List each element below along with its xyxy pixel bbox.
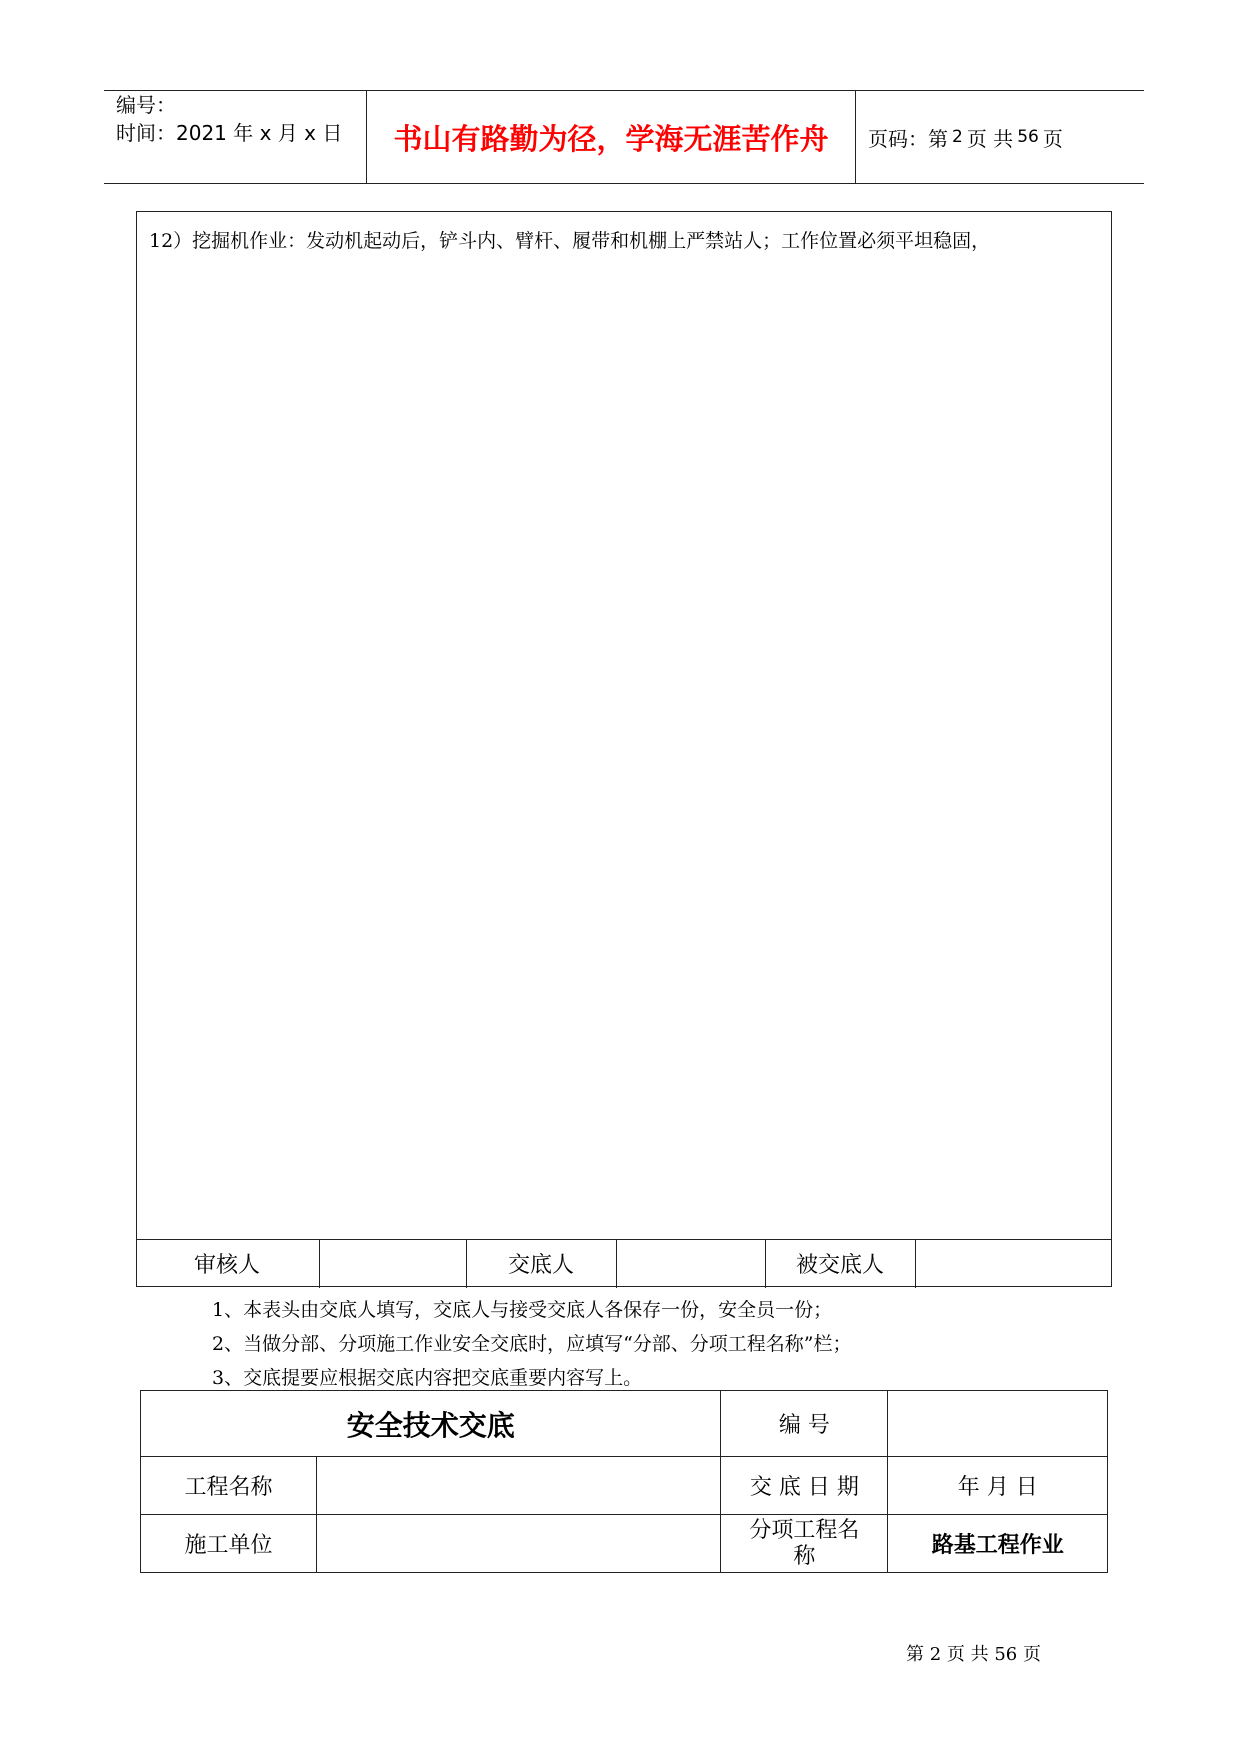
disclosure-text: 12）挖掘机作业：发动机起动后，铲斗内、臂杆、履带和机棚上严禁站人；工作位置必须平坦稳固， bbox=[149, 230, 991, 252]
header-left bbox=[104, 91, 366, 183]
signature-row bbox=[136, 1239, 1112, 1288]
page-total: 56 bbox=[1017, 127, 1039, 147]
disclosure-content-box bbox=[136, 211, 1112, 1287]
project-name-label: 工程名称 bbox=[141, 1457, 317, 1515]
reviewer-field[interactable] bbox=[320, 1240, 467, 1288]
note-item: 1、本表头由交底人填写，交底人与接受交底人各保存一份，安全员一份； bbox=[212, 1299, 833, 1321]
page-footer: 第 2 页 共 56 页 bbox=[906, 1644, 1041, 1665]
project-name-field[interactable] bbox=[317, 1457, 721, 1515]
number-field[interactable] bbox=[888, 1391, 1108, 1457]
date-value: 年 月 日 bbox=[888, 1457, 1108, 1515]
page-mid: 页 共 bbox=[966, 126, 1014, 151]
page-label: 页码：第 bbox=[868, 126, 948, 151]
notes bbox=[212, 1293, 852, 1395]
page-header bbox=[104, 90, 1144, 184]
recipient-field[interactable] bbox=[916, 1240, 1112, 1288]
unit-label: 施工单位 bbox=[141, 1515, 317, 1573]
page-counter bbox=[856, 91, 1144, 183]
discloser-label: 交底人 bbox=[467, 1240, 617, 1288]
reviewer-label: 审核人 bbox=[136, 1240, 320, 1288]
number-label: 编号： bbox=[116, 93, 176, 117]
unit-field[interactable] bbox=[317, 1515, 721, 1573]
recipient-label: 被交底人 bbox=[766, 1240, 916, 1288]
table-title: 安全技术交底 bbox=[141, 1391, 721, 1457]
page-end: 页 bbox=[1042, 126, 1063, 151]
note-item: 2、当做分部、分项施工作业安全交底时，应填写“分部、分项工程名称”栏； bbox=[212, 1333, 852, 1355]
subitem-label: 分项工程名称 bbox=[721, 1515, 888, 1573]
note-item: 3、交底提要应根据交底内容把交底重要内容写上。 bbox=[212, 1367, 643, 1389]
safety-disclosure-table bbox=[140, 1390, 1108, 1573]
subitem-value: 路基工程作业 bbox=[888, 1515, 1108, 1573]
discloser-field[interactable] bbox=[617, 1240, 766, 1288]
page-current: 2 bbox=[952, 127, 963, 147]
motto: 书山有路勤为径，学海无涯苦作舟 bbox=[366, 91, 856, 183]
time-label: 时间：2021 年 x 月 x 日 bbox=[116, 121, 343, 145]
date-label: 交 底 日 期 bbox=[721, 1457, 888, 1515]
number-label-cell: 编 号 bbox=[721, 1391, 888, 1457]
